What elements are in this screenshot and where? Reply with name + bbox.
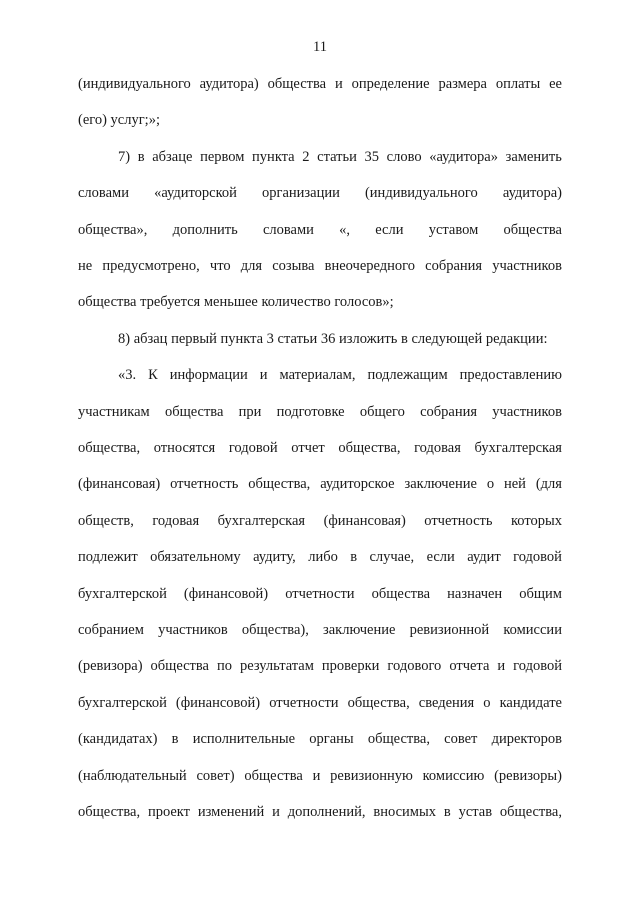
text-word: общества, <box>78 440 141 456</box>
text-word: общества <box>267 76 327 92</box>
text-word: не <box>78 258 93 274</box>
text-word: предоставлению <box>459 367 562 384</box>
text-word: участников <box>492 258 562 274</box>
text-word: определение <box>351 76 430 92</box>
text-word: отчетность <box>170 476 239 493</box>
text-word: которых <box>510 512 562 529</box>
text-word: заключение <box>323 622 396 638</box>
text-word: о <box>483 694 491 711</box>
text-line <box>78 184 562 202</box>
text-line <box>78 75 562 93</box>
text-word: подлежащим <box>367 367 448 384</box>
text-word: обществ, <box>78 512 134 529</box>
text-word: проект <box>147 804 191 820</box>
text-word: при <box>238 403 262 420</box>
text-word: либо <box>308 549 338 566</box>
text-word: дополнений, <box>287 804 366 820</box>
text-word: о <box>486 476 495 493</box>
text-line <box>78 585 562 603</box>
text-word: материалам, <box>279 367 356 384</box>
text-word: аудит <box>467 549 501 566</box>
text-word: бухгалтерской <box>78 585 167 602</box>
text-line <box>78 657 562 675</box>
text-word: К <box>148 367 158 384</box>
text-word: (индивидуального <box>78 76 191 92</box>
text-word: информации <box>169 367 248 384</box>
text-word: (финансовой) <box>175 694 261 711</box>
text-word: участников <box>158 622 228 638</box>
text-word: изменений <box>197 804 265 820</box>
text-line <box>78 403 562 421</box>
text-word: аудитора) <box>502 185 562 202</box>
text-word: годовой <box>228 440 278 456</box>
text-word: если <box>375 221 404 238</box>
text-word: «3. <box>118 367 137 384</box>
text-word: подготовке <box>276 403 345 420</box>
text-word: в <box>443 804 451 820</box>
text-word: совет <box>444 731 478 748</box>
text-word: годовой <box>513 658 562 675</box>
text-word: словами <box>78 185 129 202</box>
text-line: (его) услуг;»; <box>78 112 160 129</box>
text-word: аудиту, <box>253 549 296 566</box>
text-word: годового <box>387 658 442 675</box>
text-word: общим <box>519 585 562 602</box>
text-word: и <box>272 804 280 820</box>
text-word: (для <box>535 476 562 493</box>
text-word: участников <box>492 403 562 420</box>
text-word: 7) <box>118 148 131 165</box>
text-word: сведения <box>418 694 475 711</box>
text-word: (кандидатах) <box>78 731 158 748</box>
text-word: и <box>334 76 343 92</box>
text-word: ревизионную <box>330 767 413 784</box>
text-word: случае, <box>369 549 415 566</box>
text-word: исполнительные <box>192 731 296 748</box>
text-word: кандидате <box>499 694 562 711</box>
text-word: (финансовой) <box>183 585 269 602</box>
text-word: аудитора) <box>199 76 259 92</box>
text-word: заменить <box>505 148 562 165</box>
text-word: общего <box>359 403 405 420</box>
text-word: по <box>216 658 232 675</box>
text-line <box>78 439 562 457</box>
text-word: что <box>209 258 231 274</box>
text-word: отчетности <box>285 585 355 602</box>
text-word: бухгалтерской <box>78 694 167 711</box>
text-word: созыва <box>272 258 315 274</box>
text-word: собрания <box>425 258 483 274</box>
text-word: (наблюдательный <box>78 767 187 784</box>
text-line <box>78 767 562 785</box>
text-line <box>78 803 562 821</box>
text-word: и <box>259 367 268 384</box>
text-word: обязательному <box>150 549 241 566</box>
text-word: собрания <box>420 403 478 420</box>
text-word: общества <box>164 403 224 420</box>
text-word: общества <box>244 767 303 784</box>
text-word: (ревизора) <box>78 658 143 675</box>
text-word: директоров <box>491 731 562 748</box>
text-word: ревизионной <box>409 622 490 638</box>
text-line: 8) абзац первый пункта 3 статьи 36 изложить в следующей редакции: <box>118 330 548 347</box>
text-word: в <box>137 148 145 165</box>
text-line <box>78 475 562 493</box>
text-word: «аудитора» <box>429 148 498 165</box>
text-word: словами <box>262 221 314 238</box>
text-word: и <box>312 767 321 784</box>
text-word: размера <box>438 76 487 92</box>
text-word: в <box>350 549 358 566</box>
text-word: годовой <box>513 549 562 566</box>
text-word: общества», <box>78 221 148 238</box>
text-word: бухгалтерская <box>217 512 306 529</box>
text-word: органы <box>309 731 354 748</box>
text-word: ней <box>503 476 526 493</box>
text-word: (ревизоры) <box>494 767 562 784</box>
text-word: общества, <box>78 804 141 820</box>
text-line: общества требуется меньшее количество голосов»; <box>78 294 394 311</box>
text-word: в <box>171 731 179 748</box>
text-line <box>78 548 562 566</box>
text-word: 35 <box>364 148 380 165</box>
text-word: общества, <box>338 440 401 456</box>
text-word: пункта <box>252 148 295 165</box>
text-word: «аудиторской <box>154 185 237 202</box>
text-word: участникам <box>78 403 150 420</box>
text-word: общества <box>371 585 431 602</box>
text-word: отчета <box>449 658 490 675</box>
text-word: общества, <box>347 694 410 711</box>
text-line <box>78 512 562 530</box>
text-word: дополнить <box>172 221 238 238</box>
page-number: 11 <box>313 39 327 55</box>
text-word: абзаце <box>152 148 193 165</box>
text-word: заключение <box>404 476 477 493</box>
text-word: комиссию <box>422 767 485 784</box>
text-word: 2 <box>302 148 310 165</box>
text-word: уставом <box>428 221 479 238</box>
text-line <box>78 621 562 639</box>
text-word: предусмотрено, <box>102 258 200 274</box>
text-word: собранием <box>78 622 144 638</box>
text-word: отчетность <box>424 512 493 529</box>
text-word: общества <box>150 658 209 675</box>
text-word: организации <box>262 185 340 202</box>
text-line <box>118 148 562 166</box>
text-word: бухгалтерская <box>474 440 562 456</box>
text-word: общества <box>503 221 562 238</box>
text-word: проверки <box>321 658 380 675</box>
text-word: если <box>426 549 455 566</box>
text-word: общества, <box>367 731 430 748</box>
text-word: оплаты <box>495 76 541 92</box>
text-word: общества, <box>499 804 562 820</box>
text-word: устав <box>458 804 493 820</box>
text-line <box>118 366 562 384</box>
text-word: аудиторское <box>320 476 395 493</box>
text-word: (индивидуального <box>364 185 478 202</box>
text-word: общества, <box>248 476 311 493</box>
text-word: общества), <box>241 622 309 638</box>
text-word: совет) <box>196 767 235 784</box>
text-word: подлежит <box>78 549 138 566</box>
text-word: отчет <box>291 440 325 456</box>
text-word: отчетности <box>269 694 339 711</box>
text-word: комиссии <box>503 622 562 638</box>
text-word: слово <box>386 148 422 165</box>
text-line <box>78 694 562 712</box>
text-word: результатам <box>240 658 314 675</box>
text-word: назначен <box>447 585 503 602</box>
text-word: для <box>240 258 263 274</box>
text-word: (финансовая) <box>323 512 406 529</box>
text-word: ее <box>549 76 562 92</box>
text-word: «, <box>339 221 351 238</box>
text-line <box>78 257 562 275</box>
text-word: годовая <box>152 512 200 529</box>
text-line <box>78 221 562 239</box>
text-word: статьи <box>317 148 357 165</box>
text-word: и <box>497 658 506 675</box>
text-word: первом <box>200 148 245 165</box>
text-word: вносимых <box>373 804 436 820</box>
text-word: (финансовая) <box>78 476 161 493</box>
text-word: внеочередного <box>324 258 415 274</box>
text-word: годовая <box>414 440 461 456</box>
text-word: относятся <box>153 440 216 456</box>
text-line <box>78 730 562 748</box>
